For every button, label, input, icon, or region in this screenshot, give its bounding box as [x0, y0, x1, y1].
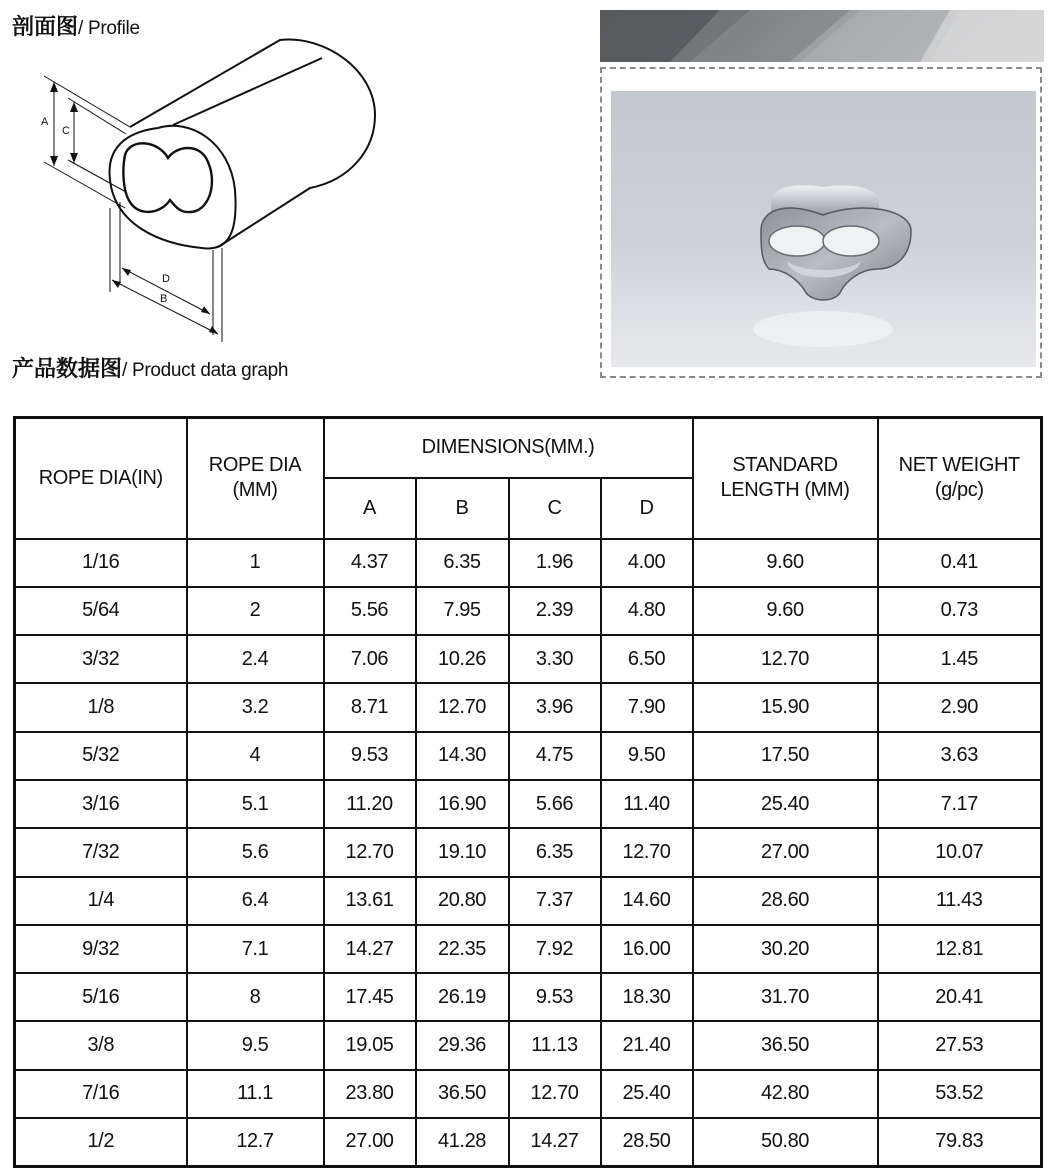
cell-dimension-a: 17.45 — [324, 973, 416, 1021]
cell-rope-dia-mm: 2.4 — [187, 635, 324, 683]
cell-dimension-d: 12.70 — [601, 828, 693, 876]
ferrule-cavity — [123, 143, 212, 212]
cell-rope-dia-in: 5/32 — [15, 732, 187, 780]
cell-dimension-c: 7.37 — [509, 877, 601, 925]
spec-table-body — [15, 539, 1042, 1167]
cell-dimension-b: 41.28 — [416, 1118, 509, 1166]
table-row — [15, 973, 1042, 1021]
cell-standard-length: 12.70 — [693, 635, 878, 683]
cell-dimension-a: 19.05 — [324, 1021, 416, 1069]
banner-facets — [600, 10, 1044, 62]
cell-net-weight: 3.63 — [878, 732, 1042, 780]
product-data-graph-heading-en: / Product data graph — [122, 360, 289, 381]
ferrule-body-outline — [130, 40, 375, 247]
table-row — [15, 635, 1042, 683]
header-standard-length-line1: STANDARD — [732, 454, 838, 477]
cell-dimension-a: 7.06 — [324, 635, 416, 683]
table-row — [15, 1021, 1042, 1069]
cell-net-weight: 10.07 — [878, 828, 1042, 876]
profile-heading-en: / Profile — [78, 18, 140, 39]
header-dimension-b: B — [416, 478, 509, 539]
cell-dimension-d: 25.40 — [601, 1070, 693, 1118]
decorative-banner — [600, 10, 1044, 62]
header-standard-length — [693, 418, 878, 539]
cell-standard-length: 27.00 — [693, 828, 878, 876]
cell-dimension-b: 36.50 — [416, 1070, 509, 1118]
cell-dimension-d: 9.50 — [601, 732, 693, 780]
cell-dimension-a: 27.00 — [324, 1118, 416, 1166]
ferrule-front-face — [109, 126, 235, 249]
cell-net-weight: 79.83 — [878, 1118, 1042, 1166]
header-rope-dia-mm-line1: ROPE DIA — [208, 454, 302, 477]
cell-dimension-b: 12.70 — [416, 683, 509, 731]
cell-rope-dia-in: 3/32 — [15, 635, 187, 683]
cell-dimension-d: 6.50 — [601, 635, 693, 683]
cell-dimension-b: 29.36 — [416, 1021, 509, 1069]
header-net-weight-line1: NET WEIGHT — [898, 454, 1020, 477]
ferrule-profile-drawing — [30, 30, 390, 350]
cell-dimension-c: 3.30 — [509, 635, 601, 683]
cell-dimension-a: 9.53 — [324, 732, 416, 780]
ferrule-seam-line — [173, 58, 322, 125]
dimension-label-d: D — [162, 273, 170, 285]
cell-dimension-d: 14.60 — [601, 877, 693, 925]
cell-rope-dia-mm: 3.2 — [187, 683, 324, 731]
cell-dimension-b: 7.95 — [416, 587, 509, 635]
cell-dimension-a: 5.56 — [324, 587, 416, 635]
cell-dimension-c: 6.35 — [509, 828, 601, 876]
table-row — [15, 587, 1042, 635]
cell-dimension-b: 22.35 — [416, 925, 509, 973]
cell-rope-dia-mm: 4 — [187, 732, 324, 780]
cell-net-weight: 0.73 — [878, 587, 1042, 635]
product-spec-table — [13, 416, 1043, 1168]
dimension-label-c: C — [62, 125, 70, 137]
cell-dimension-c: 2.39 — [509, 587, 601, 635]
cell-dimension-c: 12.70 — [509, 1070, 601, 1118]
cell-standard-length: 31.70 — [693, 973, 878, 1021]
cell-dimension-b: 6.35 — [416, 539, 509, 587]
cell-net-weight: 11.43 — [878, 877, 1042, 925]
cell-rope-dia-mm: 8 — [187, 973, 324, 1021]
aluminum-ferrule-illustration — [611, 91, 1036, 367]
cell-dimension-a: 13.61 — [324, 877, 416, 925]
cell-dimension-b: 20.80 — [416, 877, 509, 925]
header-rope-dia-mm-line2: (MM) — [232, 479, 278, 502]
cell-dimension-a: 23.80 — [324, 1070, 416, 1118]
cell-rope-dia-in: 5/64 — [15, 587, 187, 635]
header-dimensions: DIMENSIONS(MM.) — [324, 418, 693, 478]
cell-dimension-b: 19.10 — [416, 828, 509, 876]
cell-dimension-b: 10.26 — [416, 635, 509, 683]
cell-rope-dia-mm: 2 — [187, 587, 324, 635]
cell-dimension-d: 18.30 — [601, 973, 693, 1021]
cell-rope-dia-in: 7/32 — [15, 828, 187, 876]
profile-heading-zh: 剖面图 — [12, 14, 79, 39]
product-photo — [611, 91, 1036, 367]
product-data-graph-heading — [12, 352, 288, 383]
cell-rope-dia-in: 3/16 — [15, 780, 187, 828]
cell-dimension-d: 21.40 — [601, 1021, 693, 1069]
cell-dimension-c: 11.13 — [509, 1021, 601, 1069]
cell-net-weight: 53.52 — [878, 1070, 1042, 1118]
cell-rope-dia-mm: 1 — [187, 539, 324, 587]
cell-rope-dia-in: 1/2 — [15, 1118, 187, 1166]
cell-dimension-a: 11.20 — [324, 780, 416, 828]
cell-standard-length: 17.50 — [693, 732, 878, 780]
table-row — [15, 925, 1042, 973]
table-row — [15, 780, 1042, 828]
cell-dimension-a: 4.37 — [324, 539, 416, 587]
table-row — [15, 1070, 1042, 1118]
cell-dimension-d: 28.50 — [601, 1118, 693, 1166]
cell-dimension-c: 1.96 — [509, 539, 601, 587]
cell-rope-dia-in: 1/16 — [15, 539, 187, 587]
dimension-label-a: A — [41, 116, 49, 128]
cell-rope-dia-mm: 9.5 — [187, 1021, 324, 1069]
cell-rope-dia-in: 3/8 — [15, 1021, 187, 1069]
cell-dimension-d: 4.00 — [601, 539, 693, 587]
header-net-weight — [878, 418, 1042, 539]
header-dimension-a: A — [324, 478, 416, 539]
table-row — [15, 683, 1042, 731]
cell-net-weight: 2.90 — [878, 683, 1042, 731]
cell-net-weight: 0.41 — [878, 539, 1042, 587]
cell-dimension-d: 4.80 — [601, 587, 693, 635]
header-net-weight-line2: (g/pc) — [934, 479, 984, 502]
table-row — [15, 539, 1042, 587]
header-standard-length-line2: LENGTH (MM) — [720, 479, 850, 502]
cell-rope-dia-in: 1/4 — [15, 877, 187, 925]
cell-net-weight: 1.45 — [878, 635, 1042, 683]
header-rope-dia-mm — [187, 418, 324, 539]
cell-rope-dia-mm: 11.1 — [187, 1070, 324, 1118]
cell-standard-length: 42.80 — [693, 1070, 878, 1118]
cell-dimension-b: 16.90 — [416, 780, 509, 828]
cell-rope-dia-mm: 12.7 — [187, 1118, 324, 1166]
cell-standard-length: 28.60 — [693, 877, 878, 925]
cell-standard-length: 36.50 — [693, 1021, 878, 1069]
cell-rope-dia-mm: 7.1 — [187, 925, 324, 973]
cell-standard-length: 9.60 — [693, 587, 878, 635]
table-row — [15, 828, 1042, 876]
cell-standard-length: 50.80 — [693, 1118, 878, 1166]
header-dimension-c: C — [509, 478, 601, 539]
cell-rope-dia-mm: 6.4 — [187, 877, 324, 925]
cell-rope-dia-in: 9/32 — [15, 925, 187, 973]
cell-dimension-a: 14.27 — [324, 925, 416, 973]
cell-dimension-c: 7.92 — [509, 925, 601, 973]
cell-standard-length: 9.60 — [693, 539, 878, 587]
cell-rope-dia-in: 5/16 — [15, 973, 187, 1021]
cell-dimension-c: 3.96 — [509, 683, 601, 731]
cell-rope-dia-in: 7/16 — [15, 1070, 187, 1118]
header-rope-dia-in: ROPE DIA(IN) — [15, 418, 187, 539]
cell-net-weight: 20.41 — [878, 973, 1042, 1021]
cell-dimension-a: 8.71 — [324, 683, 416, 731]
cell-dimension-c: 4.75 — [509, 732, 601, 780]
cell-standard-length: 25.40 — [693, 780, 878, 828]
cell-dimension-d: 7.90 — [601, 683, 693, 731]
dimension-label-b: B — [160, 293, 168, 305]
cell-dimension-d: 16.00 — [601, 925, 693, 973]
table-row — [15, 732, 1042, 780]
product-data-graph-heading-zh: 产品数据图 — [12, 356, 123, 381]
cell-dimension-b: 26.19 — [416, 973, 509, 1021]
cell-rope-dia-mm: 5.6 — [187, 828, 324, 876]
header-dimension-d: D — [601, 478, 693, 539]
cell-dimension-d: 11.40 — [601, 780, 693, 828]
cell-net-weight: 27.53 — [878, 1021, 1042, 1069]
table-row — [15, 1118, 1042, 1166]
cell-rope-dia-in: 1/8 — [15, 683, 187, 731]
cell-net-weight: 12.81 — [878, 925, 1042, 973]
cell-rope-dia-mm: 5.1 — [187, 780, 324, 828]
cell-standard-length: 30.20 — [693, 925, 878, 973]
cell-dimension-c: 9.53 — [509, 973, 601, 1021]
cell-standard-length: 15.90 — [693, 683, 878, 731]
cell-net-weight: 7.17 — [878, 780, 1042, 828]
cell-dimension-c: 14.27 — [509, 1118, 601, 1166]
cell-dimension-a: 12.70 — [324, 828, 416, 876]
cell-dimension-c: 5.66 — [509, 780, 601, 828]
cell-dimension-b: 14.30 — [416, 732, 509, 780]
table-row — [15, 877, 1042, 925]
